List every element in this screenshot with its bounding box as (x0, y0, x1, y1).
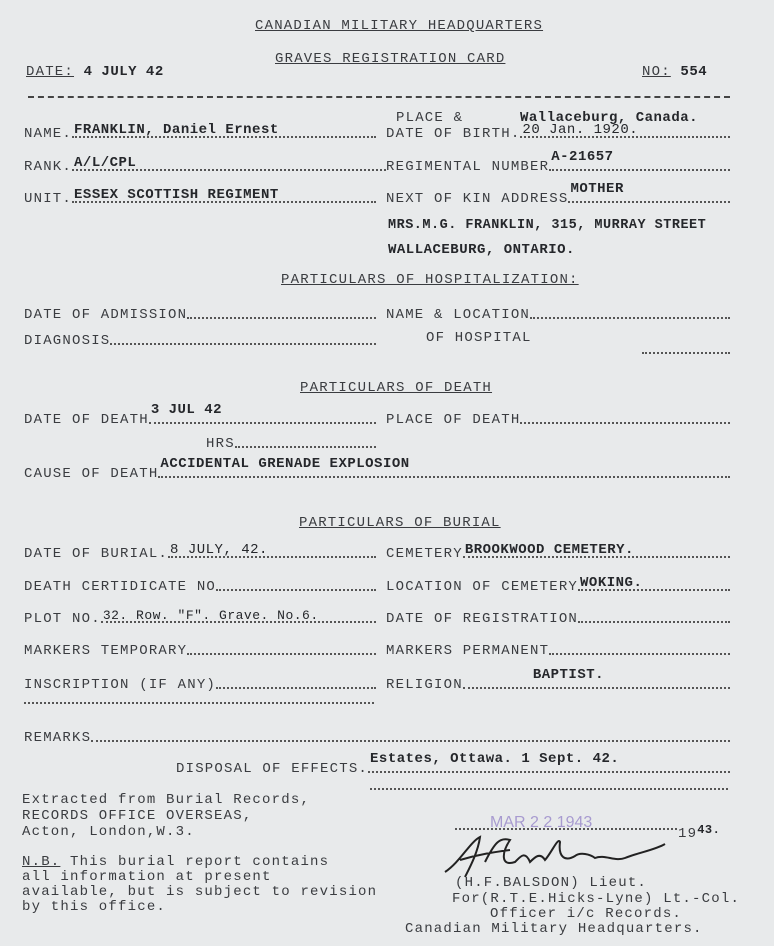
markers-temp-label: MARKERS TEMPORARY (24, 643, 188, 659)
nb-line: available, but is subject to revision (22, 884, 378, 900)
extracted-line: Extracted from Burial Records, (22, 792, 311, 808)
inscription-continuation (24, 702, 374, 704)
cause-label: CAUSE OF DEATH (24, 466, 159, 482)
burial-heading: PARTICULARS OF BURIAL (299, 515, 501, 531)
extracted-line: Acton, London,W.3. (22, 824, 195, 840)
regno-label: REGIMENTAL NUMBER (386, 159, 550, 175)
place-of-birth: Wallaceburg, Canada. (520, 110, 699, 126)
dob-label: DATE OF BIRTH. (386, 126, 521, 142)
disposal-label: DISPOSAL OF EFFECTS. (176, 761, 369, 777)
plot-value: 32. Row. "F". Grave. No.6. (102, 608, 319, 623)
for-line: For(R.T.E.Hicks-Lyne) Lt.-Col. (452, 891, 741, 907)
registration-label: DATE OF REGISTRATION (386, 611, 579, 627)
burial-date-label: DATE OF BURIAL. (24, 546, 169, 562)
remarks-label: REMARKS (24, 730, 92, 746)
unit-label: UNIT. (24, 191, 73, 207)
nb-note (22, 855, 377, 915)
date-stamp: MAR 2 2 1943 (490, 814, 593, 831)
nb-line: by this office. (22, 899, 167, 915)
religion-value: BAPTIST. (532, 667, 605, 683)
regno-value: A-21657 (551, 149, 614, 165)
officer-line: Officer i/c Records. (490, 906, 683, 922)
cemetery-label: CEMETERY (386, 546, 463, 562)
inscription-label: INSCRIPTION (IF ANY) (24, 677, 217, 693)
nok-address-line: MRS.M.G. FRANKLIN, 315, MURRAY STREET (388, 218, 707, 233)
cemetery-value: BROOKWOOD CEMETERY. (464, 542, 634, 558)
disposal-value: Estates, Ottawa. 1 Sept. 42. (370, 751, 620, 767)
extracted-line: RECORDS OFFICE OVERSEAS, (22, 808, 253, 824)
cause-value: ACCIDENTAL GRENADE EXPLOSION (160, 456, 410, 472)
burial-date-value: 8 JULY, 42. (170, 542, 268, 558)
unit-value: ESSEX SCOTTISH REGIMENT (74, 187, 279, 203)
nok-address-line: WALLACEBURG, ONTARIO. (388, 242, 575, 258)
diagnosis-label: DIAGNOSIS (24, 333, 111, 349)
year-prefix: 19 (678, 826, 698, 842)
hq-line: Canadian Military Headquarters. (405, 921, 703, 937)
number-field (642, 64, 707, 80)
year-value: 43. (697, 823, 721, 837)
admission-label: DATE OF ADMISSION (24, 307, 188, 323)
death-place-label: PLACE OF DEATH (386, 412, 521, 428)
extracted-from (22, 792, 310, 840)
place-label: PLACE & (396, 110, 464, 126)
number-label: NO: (642, 64, 671, 80)
rank-label: RANK. (24, 159, 73, 175)
death-date-label: DATE OF DEATH (24, 412, 149, 428)
nb-line: all information at present (22, 869, 272, 885)
hrs-label: HRS (206, 436, 235, 452)
nok-label: NEXT OF KIN ADDRESS (386, 191, 569, 207)
dob-value: 20 Jan. 1920. (522, 122, 639, 138)
name-value: FRANKLIN, Daniel Ernest (74, 122, 279, 138)
signer-name: (H.F.BALSDON) Lieut. (455, 875, 648, 891)
name-label: NAME. (24, 126, 73, 142)
dotted-line (455, 828, 677, 830)
date-label: DATE: (26, 64, 75, 80)
markers-perm-label: MARKERS PERMANENT (386, 643, 550, 659)
cert-label: DEATH CERTIDICATE NO (24, 579, 217, 595)
divider (28, 96, 730, 98)
nb-line: This burial report contains (60, 854, 330, 870)
org-heading: CANADIAN MILITARY HEADQUARTERS (255, 18, 544, 34)
death-date-value: 3 JUL 42 (150, 402, 223, 418)
dotted-line (370, 788, 728, 790)
nok-value: MOTHER (570, 181, 624, 197)
hospital-heading: PARTICULARS OF HOSPITALIZATION: (281, 272, 579, 288)
religion-label: RELIGION (386, 677, 463, 693)
rank-value: A/L/CPL (74, 155, 137, 171)
number-value: 554 (680, 64, 708, 80)
year-field (678, 823, 720, 842)
card-title: GRAVES REGISTRATION CARD (275, 51, 506, 67)
nb-label: N.B. (22, 854, 61, 870)
date-value: 4 JULY 42 (83, 64, 164, 80)
plot-label: PLOT NO. (24, 611, 101, 627)
hospital-label-2: OF HOSPITAL (426, 330, 532, 346)
hospital-label: NAME & LOCATION (386, 307, 531, 323)
date-field (26, 64, 164, 80)
location-label: LOCATION OF CEMETERY (386, 579, 579, 595)
death-heading: PARTICULARS OF DEATH (300, 380, 493, 396)
location-value: WOKING. (580, 575, 643, 591)
